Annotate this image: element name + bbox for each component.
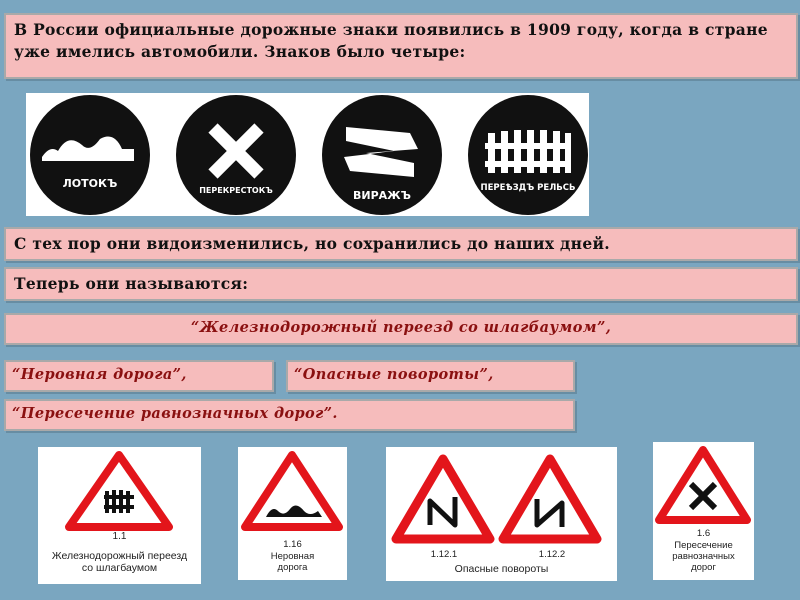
intro-banner (4, 13, 798, 79)
sign-caption-line: Железнодорожный переезд (51, 550, 188, 562)
railway-name: “Железнодорожный переезд со шлагбаумом”, (190, 319, 612, 336)
old-sign-label: ВИРАЖЪ (353, 189, 411, 202)
now-called-banner (4, 267, 798, 301)
old-sign-bend (322, 95, 442, 215)
crossing-name-box (4, 399, 575, 431)
old-sign-crossroad (176, 95, 296, 215)
sign-code: 1.12.2 (538, 549, 566, 560)
railway-barrier-icon (104, 490, 134, 513)
old-sign-label: ПЕРЕѢЗДЪ РЕЛЬСЬ (480, 183, 576, 193)
sign-caption-line: дорога (277, 562, 308, 573)
now-called-text: Теперь они называются: (14, 274, 249, 293)
old-sign-label: ПЕРЕКРЕСТОКЪ (199, 186, 273, 195)
old-sign-label: ЛОТОКЪ (62, 177, 118, 190)
sign-code: 1.16 (283, 539, 302, 550)
sign-code: 1.12.1 (430, 549, 458, 560)
changed-text: С тех пор они видоизменились, но сохранились до наших дней. (14, 234, 610, 253)
sign-code: 1.1 (112, 531, 127, 542)
old-signs-panel (26, 93, 589, 216)
sign-caption-line: Опасные повороты (454, 563, 549, 575)
railway-name-box (4, 313, 798, 345)
sign-card-uneven-road (238, 447, 347, 580)
sign-caption-line: Неровная (270, 551, 315, 562)
uneven-name-box (4, 360, 274, 392)
sign-caption-line: со шлагбаумом (81, 562, 158, 574)
crossing-name: “Пересечение равнозначных дорог”. (12, 405, 338, 422)
changed-banner (4, 227, 798, 261)
sign-card-intersection (653, 442, 754, 580)
turns-name-box (286, 360, 575, 392)
old-sign-bumpy-road (30, 95, 150, 215)
sign-caption-line: равнозначных (672, 551, 735, 562)
sign-card-dangerous-turns (386, 447, 617, 581)
old-sign-rail-crossing (468, 95, 588, 215)
turns-name: “Опасные повороты”, (294, 366, 494, 383)
sign-code: 1.6 (696, 528, 711, 539)
dangerous-turns-icon (396, 459, 597, 539)
sign-caption-line: дорог (691, 562, 716, 573)
intro-text: В России официальные дорожные знаки появились в 1909 году, когда в стране уже имелись автомобили. Знаков было четыре: (14, 20, 768, 61)
sign-caption-line: Пересечение (674, 540, 733, 551)
sign-card-railway (38, 447, 201, 584)
uneven-name: “Неровная дорога”, (12, 366, 187, 383)
